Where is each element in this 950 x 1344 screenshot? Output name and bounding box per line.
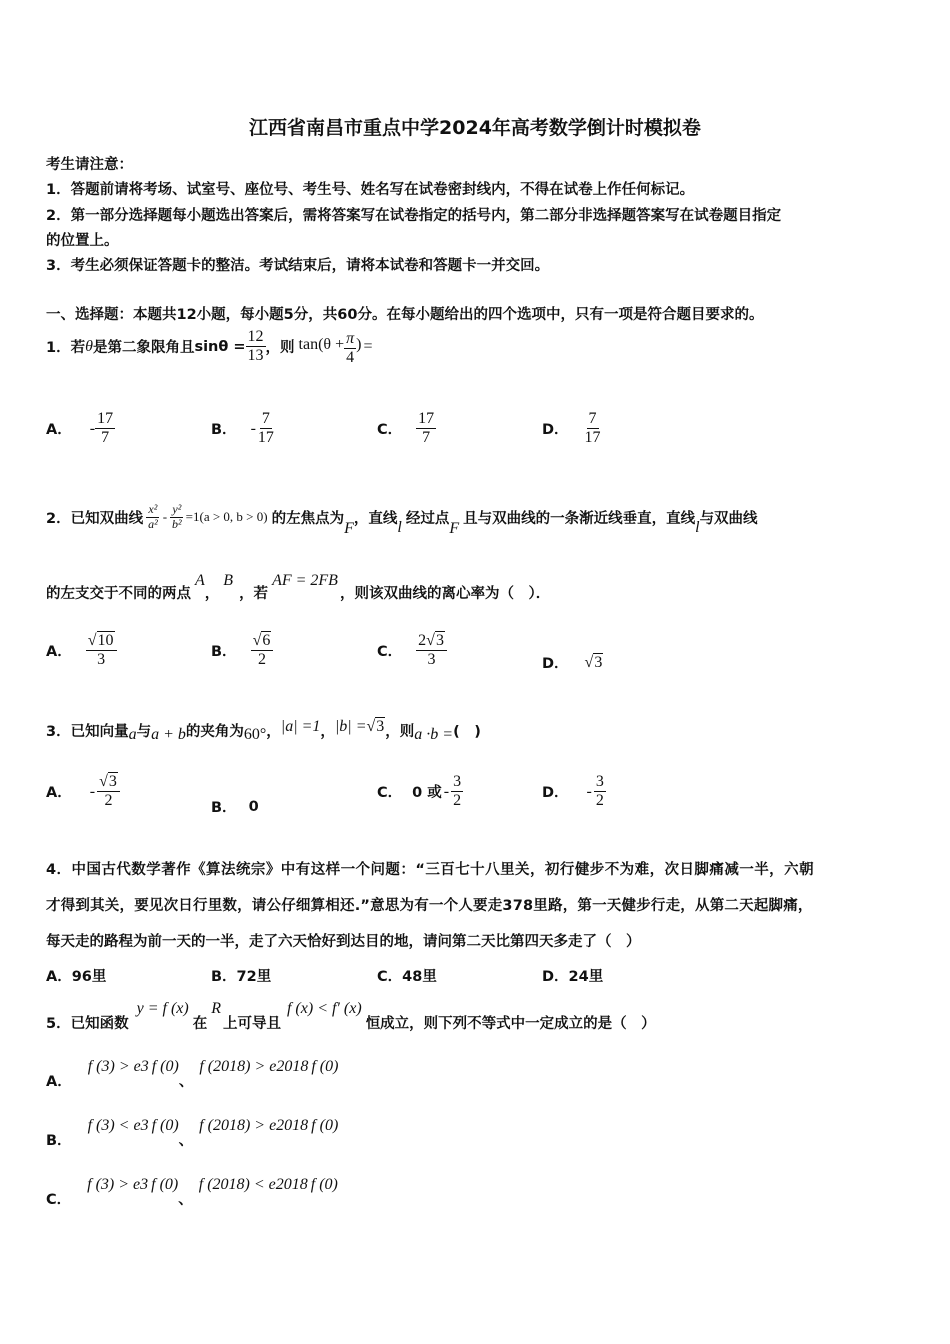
q1-tan: tan(θ +: [298, 336, 345, 353]
frac-num: [97, 773, 120, 792]
q5-option-b[interactable]: [46, 1117, 338, 1150]
sqrt: √3: [584, 653, 603, 671]
q2-option-b[interactable]: [211, 632, 273, 670]
option-fraction: [86, 632, 117, 670]
option-sign: -: [443, 782, 450, 800]
opt-part1b: f (0): [151, 1117, 179, 1134]
q2-a2: a²: [148, 516, 158, 531]
opt-exp2: 2018: [275, 1176, 308, 1193]
q2-left-focus: 的左焦点为: [271, 510, 345, 527]
q2-F2: F: [449, 520, 460, 537]
question-2-line-1: [46, 496, 758, 538]
q2-prefix: 2．已知双曲线: [46, 510, 144, 527]
opt-part1b: f (0): [151, 1058, 179, 1075]
page-title: 江西省南昌市重点中学2024年高考数学倒计时模拟卷: [249, 117, 701, 139]
opt-part1b: f (0): [151, 1176, 179, 1193]
q3-sqrt: √3: [366, 718, 385, 735]
frac-num: [251, 632, 274, 651]
sqrt: √6: [252, 632, 271, 649]
q4-option-c[interactable]: C．48里: [377, 969, 437, 985]
option-label: C．: [377, 785, 403, 802]
frac-den: 2: [453, 792, 462, 810]
opt-sep: 、: [178, 1133, 194, 1149]
q1-num: 12: [246, 328, 266, 347]
option-label: C．: [46, 1192, 72, 1208]
opt-exp2: 2018: [276, 1058, 309, 1075]
q5-prefix: 5．已知函数: [46, 1016, 129, 1032]
q1-option-b[interactable]: [211, 410, 276, 448]
opt-part1: f (3) < e: [87, 1117, 141, 1134]
option-sign: -: [586, 782, 592, 800]
q1-pi-fraction: [344, 330, 356, 368]
sqrt: √10: [87, 632, 114, 649]
q2-l: l: [397, 519, 402, 536]
q3-paren: ( ): [453, 723, 481, 740]
frac-num: 17: [95, 410, 115, 429]
radicand: 10: [97, 632, 114, 649]
question-4-line-2: 才得到其关，要见次日行里数，请公仔细算相还.”意思为有一个人要走378里路，第一天健步行走，从第二天起脚痛，: [46, 898, 813, 914]
question-2-line-2: [46, 572, 550, 603]
opt-part2b: f (0): [310, 1176, 338, 1193]
question-4-line-1: 4．中国古代数学著作《算法统宗》中有这样一个问题：“三百七十八里关，初行健步不为难，次日脚痛减一半，六朝: [46, 862, 815, 878]
question-3: [46, 716, 481, 744]
sqrt: √3: [426, 632, 444, 649]
frac-den: 2: [257, 651, 266, 669]
frac-den: 3: [97, 651, 106, 669]
option-label: A．: [46, 785, 72, 802]
q3-mod-a: |a| =1: [280, 718, 321, 735]
frac-den: 7: [422, 429, 431, 447]
q2-line2-prefix: 的左支交于不同的两点: [46, 586, 191, 602]
notice-item-1: 1．答题前请将考场、试室号、座位号、考生号、姓名写在试卷密封线内，不得在试卷上作任何标记。: [46, 182, 695, 198]
q3-then: ，则: [385, 723, 415, 740]
notice-item-2-cont: 的位置上。: [46, 233, 119, 249]
q3-mod-b: |b| =: [334, 718, 367, 735]
frac-den: 2: [104, 792, 113, 810]
q3-c2: ，: [320, 723, 335, 740]
option-text: 0 或: [412, 785, 442, 802]
q1-eq: =: [363, 337, 373, 355]
q2-with: 与双曲线: [699, 510, 758, 527]
q3-option-b[interactable]: [211, 796, 259, 817]
opt-part1: f (3) > e: [87, 1176, 141, 1193]
option-fraction: [97, 773, 120, 811]
q3-option-a[interactable]: [46, 773, 120, 811]
option-label: D．: [542, 785, 569, 802]
opt-part2b: f (0): [311, 1117, 339, 1134]
q4-option-d[interactable]: D．24里: [542, 969, 604, 985]
option-fraction: [583, 410, 603, 448]
q2-y2: y²: [172, 501, 182, 516]
frac-den: 7: [101, 429, 110, 447]
q2-B: B: [223, 572, 234, 589]
q5-on: 在: [192, 1016, 208, 1032]
frac-num: 7: [260, 410, 272, 429]
opt-exp1: 3: [140, 1058, 149, 1075]
q5-diff: 上可导且: [222, 1016, 281, 1032]
option-label: D．: [542, 656, 569, 672]
coef: 2: [418, 632, 427, 649]
opt-sep: 、: [178, 1192, 193, 1208]
q1-option-d[interactable]: [542, 410, 603, 448]
notice-item-3: 3．考生必须保证答题卡的整洁。考试结束后，请将本试卷和答题卡一并交回。: [46, 258, 550, 274]
q1-pi-den: 4: [346, 349, 355, 367]
opt-exp2: 2018: [276, 1117, 309, 1134]
q2-vector-eq: AF = 2FB: [272, 572, 338, 589]
q1-option-c[interactable]: [377, 410, 436, 448]
option-label: A．: [46, 422, 72, 439]
q3-option-d[interactable]: [542, 773, 606, 811]
option-label: C．: [377, 422, 403, 439]
frac-den: 17: [584, 429, 601, 447]
q2-F: F: [344, 520, 354, 537]
frac-num: 17: [416, 410, 436, 429]
opt-exp1: 3: [140, 1176, 149, 1193]
q2-x-fraction: [146, 503, 160, 532]
q5-inequality: f (x) < f′ (x): [286, 1000, 362, 1017]
q3-angle: 的夹角为: [185, 723, 244, 740]
q1-theta: θ: [85, 337, 93, 355]
option-fraction: [594, 773, 606, 811]
frac-num: 3: [594, 773, 606, 792]
q4-option-b[interactable]: B．72里: [211, 969, 272, 985]
opt-part2: f (2018) < e: [198, 1176, 276, 1193]
q1-prefix: 1．若: [46, 340, 86, 357]
option-label: D．: [542, 422, 569, 439]
q5-R: R: [211, 1000, 221, 1017]
frac-num: 3: [451, 773, 463, 792]
q2-option-c[interactable]: [377, 632, 447, 670]
q5-option-a[interactable]: [46, 1058, 338, 1091]
option-fraction: [95, 410, 115, 448]
frac-num: [86, 632, 117, 651]
q2-minus: -: [162, 509, 168, 524]
option-label: B．: [211, 422, 237, 439]
opt-part2: f (2018) > e: [199, 1117, 277, 1134]
q2-x2: x²: [148, 501, 158, 516]
q1-sin: sinθ =: [194, 338, 246, 355]
q1-den: 13: [247, 347, 264, 365]
q2-y-fraction: [170, 503, 184, 532]
q3-apb: a + b: [151, 726, 186, 743]
option-fraction: [256, 410, 276, 448]
q2-through: 经过点: [405, 510, 450, 527]
q2-comma: ，: [204, 586, 220, 602]
notice-item-2: 2．第一部分选择题每小题选出答案后，需将答案写在试卷指定的括号内，第二部分非选择题答案写在试卷题目指定: [46, 208, 782, 224]
option-label: A．: [46, 644, 72, 661]
option-label: A．: [46, 1074, 72, 1090]
notice-heading: 考生请注意：: [46, 157, 133, 173]
q2-l2: l: [695, 519, 700, 536]
q5-function: y = f (x): [136, 1000, 189, 1017]
question-4-line-3: 每天走的路程为前一天的一半，走了六天恰好到达目的地，请问第二天比第四天多走了（ ）: [46, 934, 641, 950]
q3-a: a: [128, 726, 137, 743]
q3-with: 与: [136, 723, 152, 740]
question-5: [46, 1000, 656, 1033]
q1-close: ): [356, 336, 362, 353]
q1-fraction: [246, 328, 266, 366]
q3-deg: 60°: [243, 726, 267, 743]
q1-mid: 是第二象限角且: [92, 340, 195, 357]
q3-dot: a ·b =: [414, 726, 454, 743]
option-text: 0: [248, 798, 259, 815]
option-fraction: [451, 773, 463, 811]
q4-option-a[interactable]: A．96里: [46, 969, 107, 985]
frac-num: [416, 632, 447, 651]
option-label: B．: [46, 1133, 72, 1149]
option-sign: -: [89, 782, 96, 800]
section-heading: 一、选择题：本题共12小题，每小题5分，共60分。在每小题给出的四个选项中，只有一项是符合题目要求的。: [46, 307, 764, 323]
q5-post: 恒成立，则下列不等式中一定成立的是（ ）: [365, 1016, 656, 1032]
option-fraction: [416, 410, 436, 448]
opt-exp1: 3: [140, 1117, 149, 1134]
q2-ask: ，则该双曲线的离心率为（ ）．: [339, 586, 551, 602]
q1-comma: ，则: [265, 340, 295, 357]
opt-part2: f (2018) > e: [199, 1058, 277, 1075]
q2-A: A: [195, 572, 205, 589]
frac-den: 3: [427, 651, 436, 669]
opt-part1: f (3) > e: [87, 1058, 141, 1075]
frac-den: 17: [257, 429, 274, 447]
opt-sep: 、: [178, 1074, 194, 1090]
option-sign: -: [250, 419, 256, 437]
q3-option-c[interactable]: [377, 773, 463, 811]
q2-if: ，若: [239, 586, 269, 602]
q2-condition: =1(a > 0, b > 0): [185, 509, 268, 524]
frac-num: 7: [587, 410, 599, 429]
q2-perp: 且与双曲线的一条渐近线垂直，直线: [463, 510, 696, 527]
q5-option-c[interactable]: [46, 1176, 338, 1209]
option-label: B．: [211, 644, 237, 661]
radicand: 6: [262, 632, 271, 649]
option-sign: -: [89, 419, 96, 437]
option-label: B．: [211, 800, 237, 816]
frac-den: 2: [595, 792, 604, 810]
q2-line-text: ，直线: [353, 510, 398, 527]
q3-c1: ，: [266, 723, 281, 740]
question-1: [46, 326, 372, 368]
q1-pi-num: π: [344, 330, 356, 349]
option-fraction: [416, 632, 447, 670]
option-fraction: [251, 632, 274, 670]
q1-option-a[interactable]: [46, 410, 115, 448]
radicand: 3: [435, 632, 444, 649]
opt-part2b: f (0): [311, 1058, 339, 1075]
q3-prefix: 3．已知向量: [46, 723, 129, 740]
radicand: 3: [376, 718, 385, 735]
option-label: C．: [377, 644, 403, 661]
radicand: 3: [594, 653, 603, 671]
sqrt: √3: [99, 773, 117, 790]
q2-b2: b²: [172, 516, 182, 531]
q2-option-d[interactable]: [542, 652, 603, 673]
radicand: 3: [108, 773, 117, 790]
q2-option-a[interactable]: [46, 632, 117, 670]
